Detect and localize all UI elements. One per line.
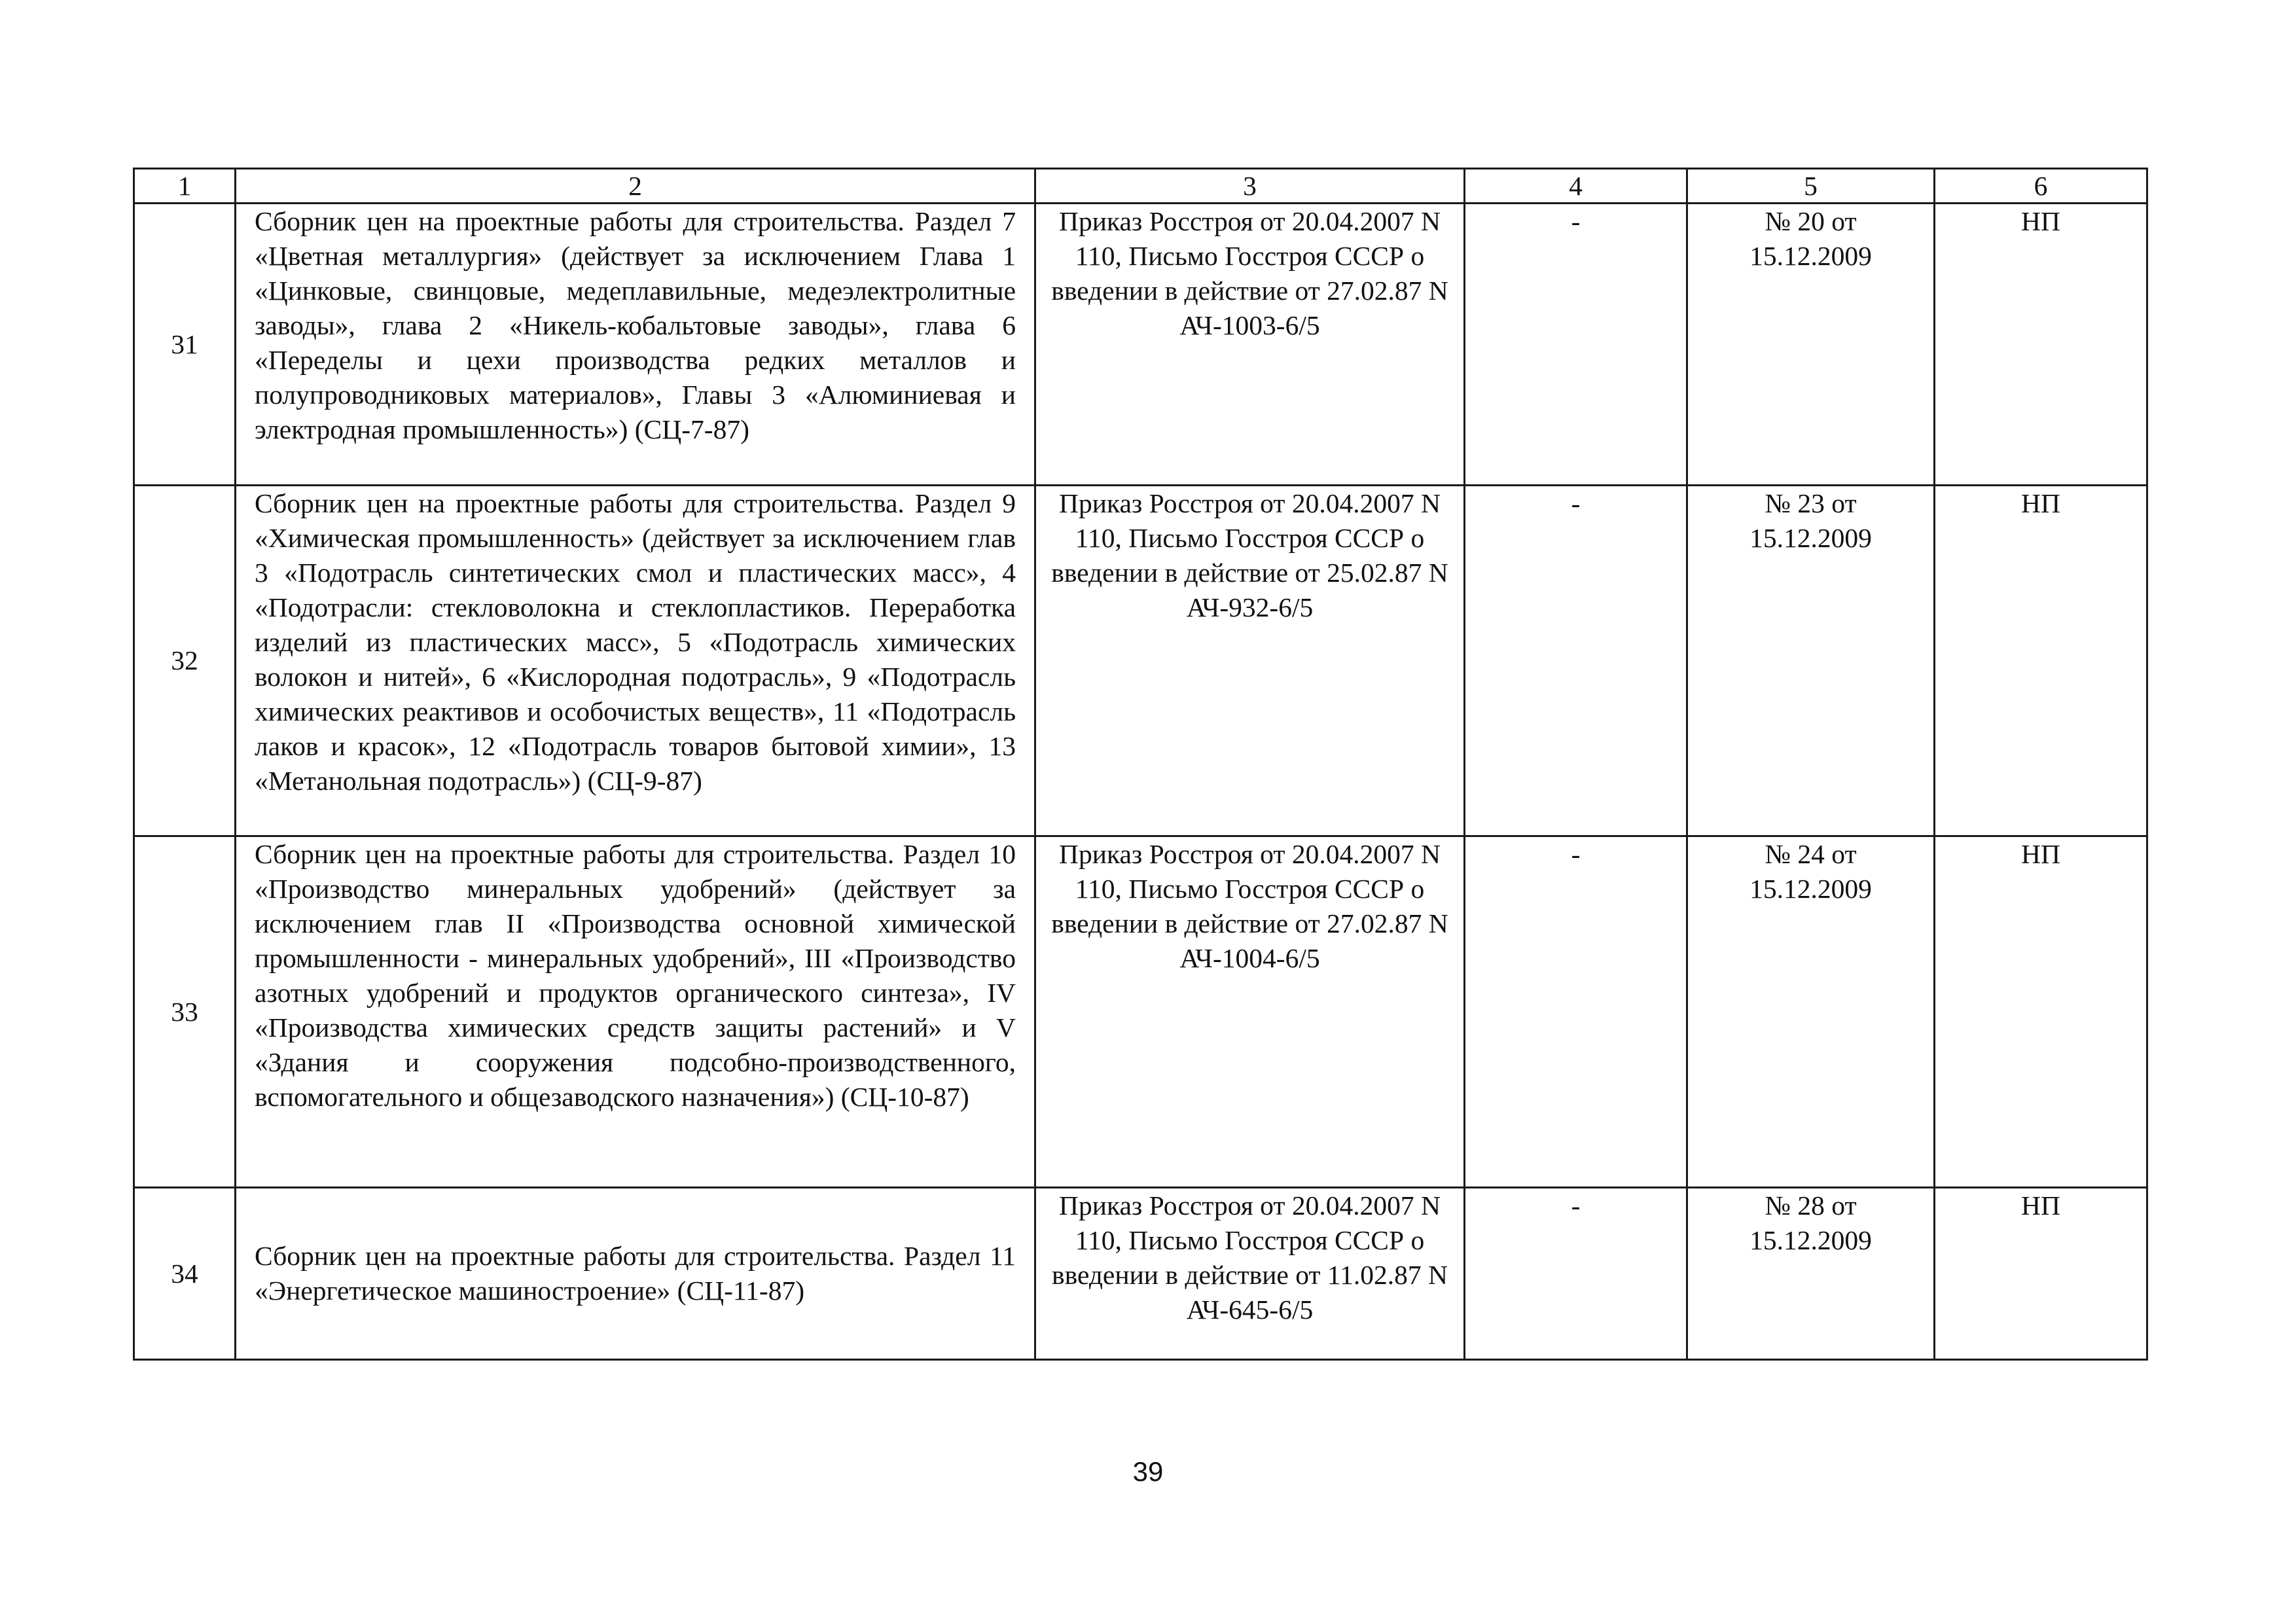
document-table bbox=[133, 168, 2148, 1361]
row-number: 34 bbox=[134, 1188, 236, 1360]
row-number: 31 bbox=[134, 204, 236, 486]
row-col4: - bbox=[1465, 486, 1687, 836]
header-cell: 2 bbox=[236, 169, 1035, 204]
row-description: Сборник цен на проектные работы для строительства. Раздел 9 «Химическая промышленность» (действует за исключением глав 3 «Подотрасль синтетических смол и пластических масс», 4 «Подотрасли: стекловолокна и стеклопластиков. Переработка изделий из пластических масс», 5 «Подотрасль химических волокон и нитей», 6 «Кислородная подотрасль», 9 «Подотрасль химических реактивов и особочистых веществ», 11 «Подотрасль лаков и красок», 12 «Подотрасль товаров бытовой химии», 13 «Метанольная подотрасль») (СЦ-9-87) bbox=[236, 486, 1035, 836]
row-order: Приказ Росстроя от 20.04.2007 N 110, Письмо Госстроя СССР о введении в действие от 11.02.87 N АЧ-645-6/5 bbox=[1035, 1188, 1465, 1360]
header-cell: 3 bbox=[1035, 169, 1465, 204]
row-number: 32 bbox=[134, 486, 236, 836]
row-description: Сборник цен на проектные работы для строительства. Раздел 11 «Энергетическое машиностроение» (СЦ-11-87) bbox=[236, 1188, 1035, 1360]
header-cell: 1 bbox=[134, 169, 236, 204]
table-row bbox=[134, 204, 2147, 486]
row-col4: - bbox=[1465, 1188, 1687, 1360]
row-col4: - bbox=[1465, 836, 1687, 1188]
header-cell: 6 bbox=[1935, 169, 2147, 204]
row-order: Приказ Росстроя от 20.04.2007 N 110, Письмо Госстроя СССР о введении в действие от 27.02.87 N АЧ-1004-6/5 bbox=[1035, 836, 1465, 1188]
table-row bbox=[134, 486, 2147, 836]
header-cell: 4 bbox=[1465, 169, 1687, 204]
row-description: Сборник цен на проектные работы для строительства. Раздел 7 «Цветная металлургия» (действует за исключением Глава 1 «Цинковые, свинцовые, медеплавильные, медеэлектролитные заводы», глава 2 «Никель-кобальтовые заводы», глава 6 «Переделы и цехи производства редких металлов и полупроводниковых материалов», Главы 3 «Алюминиевая и электродная промышленность») (СЦ-7-87) bbox=[236, 204, 1035, 486]
table-row bbox=[134, 836, 2147, 1188]
row-col5: № 23 от 15.12.2009 bbox=[1687, 486, 1935, 836]
table-row bbox=[134, 1188, 2147, 1360]
row-col4: - bbox=[1465, 204, 1687, 486]
row-col6: НП bbox=[1935, 486, 2147, 836]
page-number: 39 bbox=[1132, 1456, 1164, 1487]
table-header-row bbox=[134, 169, 2147, 204]
row-col5: № 24 от 15.12.2009 bbox=[1687, 836, 1935, 1188]
row-order: Приказ Росстроя от 20.04.2007 N 110, Письмо Госстроя СССР о введении в действие от 27.02.87 N АЧ-1003-6/5 bbox=[1035, 204, 1465, 486]
row-order: Приказ Росстроя от 20.04.2007 N 110, Письмо Госстроя СССР о введении в действие от 25.02.87 N АЧ-932-6/5 bbox=[1035, 486, 1465, 836]
row-col5: № 28 от 15.12.2009 bbox=[1687, 1188, 1935, 1360]
row-number: 33 bbox=[134, 836, 236, 1188]
row-description: Сборник цен на проектные работы для строительства. Раздел 10 «Производство минеральных удобрений» (действует за исключением глав II «Производства основной химической промышленности - минеральных удобрений», III «Производство азотных удобрений и продуктов органического синтеза», IV «Производства химических средств защиты растений» и V «Здания и сооружения подсобно-производственного, вспомогательного и общезаводского назначения») (СЦ-10-87) bbox=[236, 836, 1035, 1188]
row-col6: НП bbox=[1935, 1188, 2147, 1360]
row-col5: № 20 от 15.12.2009 bbox=[1687, 204, 1935, 486]
header-cell: 5 bbox=[1687, 169, 1935, 204]
row-col6: НП bbox=[1935, 204, 2147, 486]
row-col6: НП bbox=[1935, 836, 2147, 1188]
